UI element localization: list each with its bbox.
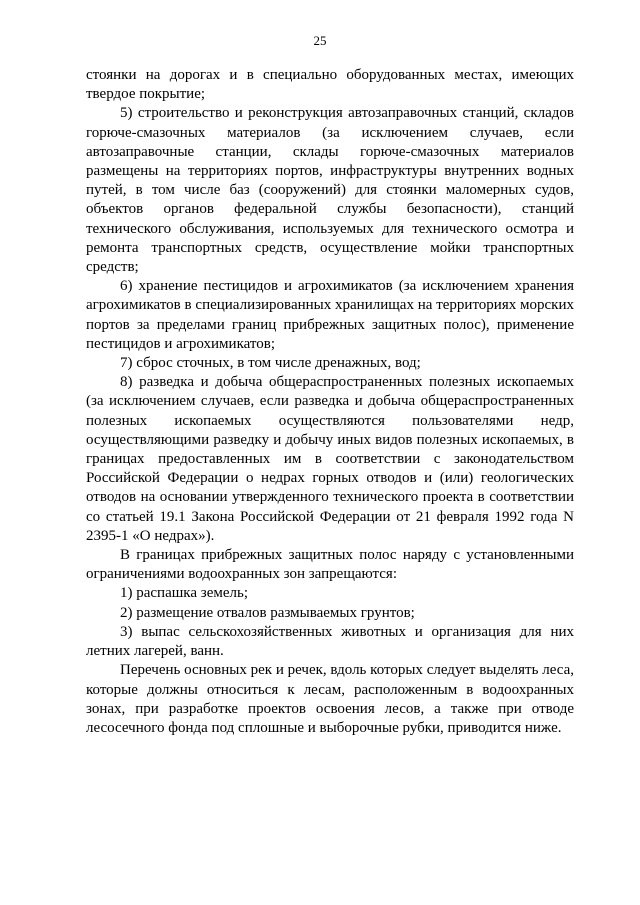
- paragraph-strip-item-1-plowing: 1) распашка земель;: [120, 585, 248, 602]
- paragraph-protective-strip-intro: В границах прибрежных защитных полос наряду с установленными ограничениями водоохранных зон запрещаются:: [86, 547, 574, 583]
- paragraph-parking-continuation: стоянки на дорогах и в специально оборудованных местах, имеющих твердое покрытие;: [86, 67, 574, 103]
- paragraph-item-6-pesticides: 6) хранение пестицидов и агрохимикатов (за исключением хранения агрохимикатов в специализированных хранилищах на территориях морских портов за пределами границ прибрежных защитных полос), применение пестицидов и агрохимикатов;: [86, 278, 574, 352]
- document-body: [86, 66, 574, 738]
- page-number: 25: [313, 33, 327, 48]
- paragraph-item-8-mining: 8) разведка и добыча общераспространенных полезных ископаемых (за исключением случаев, если разведка и добыча общераспространенных полезных ископаемых осуществляются пользователями недр, осуществляющими разведку и добычу иных видов полезных ископаемых, в границах предоставленных им в соответствии с законодательством Российской Федерации о недрах горных отводов и (или) геологических отводов на основании утвержденного технического проекта в соответствии со статьей 19.1 Закона Российской Федерации от 21 февраля 1992 года N 2395-1 «О недрах»).: [86, 374, 574, 544]
- paragraph-strip-item-2-dumps: 2) размещение отвалов размываемых грунтов;: [120, 604, 415, 621]
- paragraph-item-7-wastewater: 7) сброс сточных, в том числе дренажных, вод;: [120, 355, 421, 372]
- paragraph-rivers-list-intro: Перечень основных рек и речек, вдоль которых следует выделять леса, которые должны относиться к лесам, расположенным в водоохранных зонах, при разработке проектов освоения лесов, а также при отводе лесосечного фонда под сплошные и выборочные рубки, приводится ниже.: [86, 662, 574, 736]
- paragraph-strip-item-3-grazing: 3) выпас сельскохозяйственных животных и организация для них летних лагерей, ванн.: [86, 623, 574, 660]
- paragraph-item-5-fuel-stations: 5) строительство и реконструкция автозаправочных станций, складов горюче-смазочных материалов (за исключением случаев, если автозаправочные станции, склады горюче-смазочных материалов размещены на территориях портов, инфраструктуры внутренних водных путей, в том числе баз (сооружений) для стоянки маломерных судов, объектов органов федеральной службы безопасности), станций технического обслуживания, используемых для технического осмотра и ремонта транспортных средств, осуществление мойки транспортных средств;: [86, 105, 574, 276]
